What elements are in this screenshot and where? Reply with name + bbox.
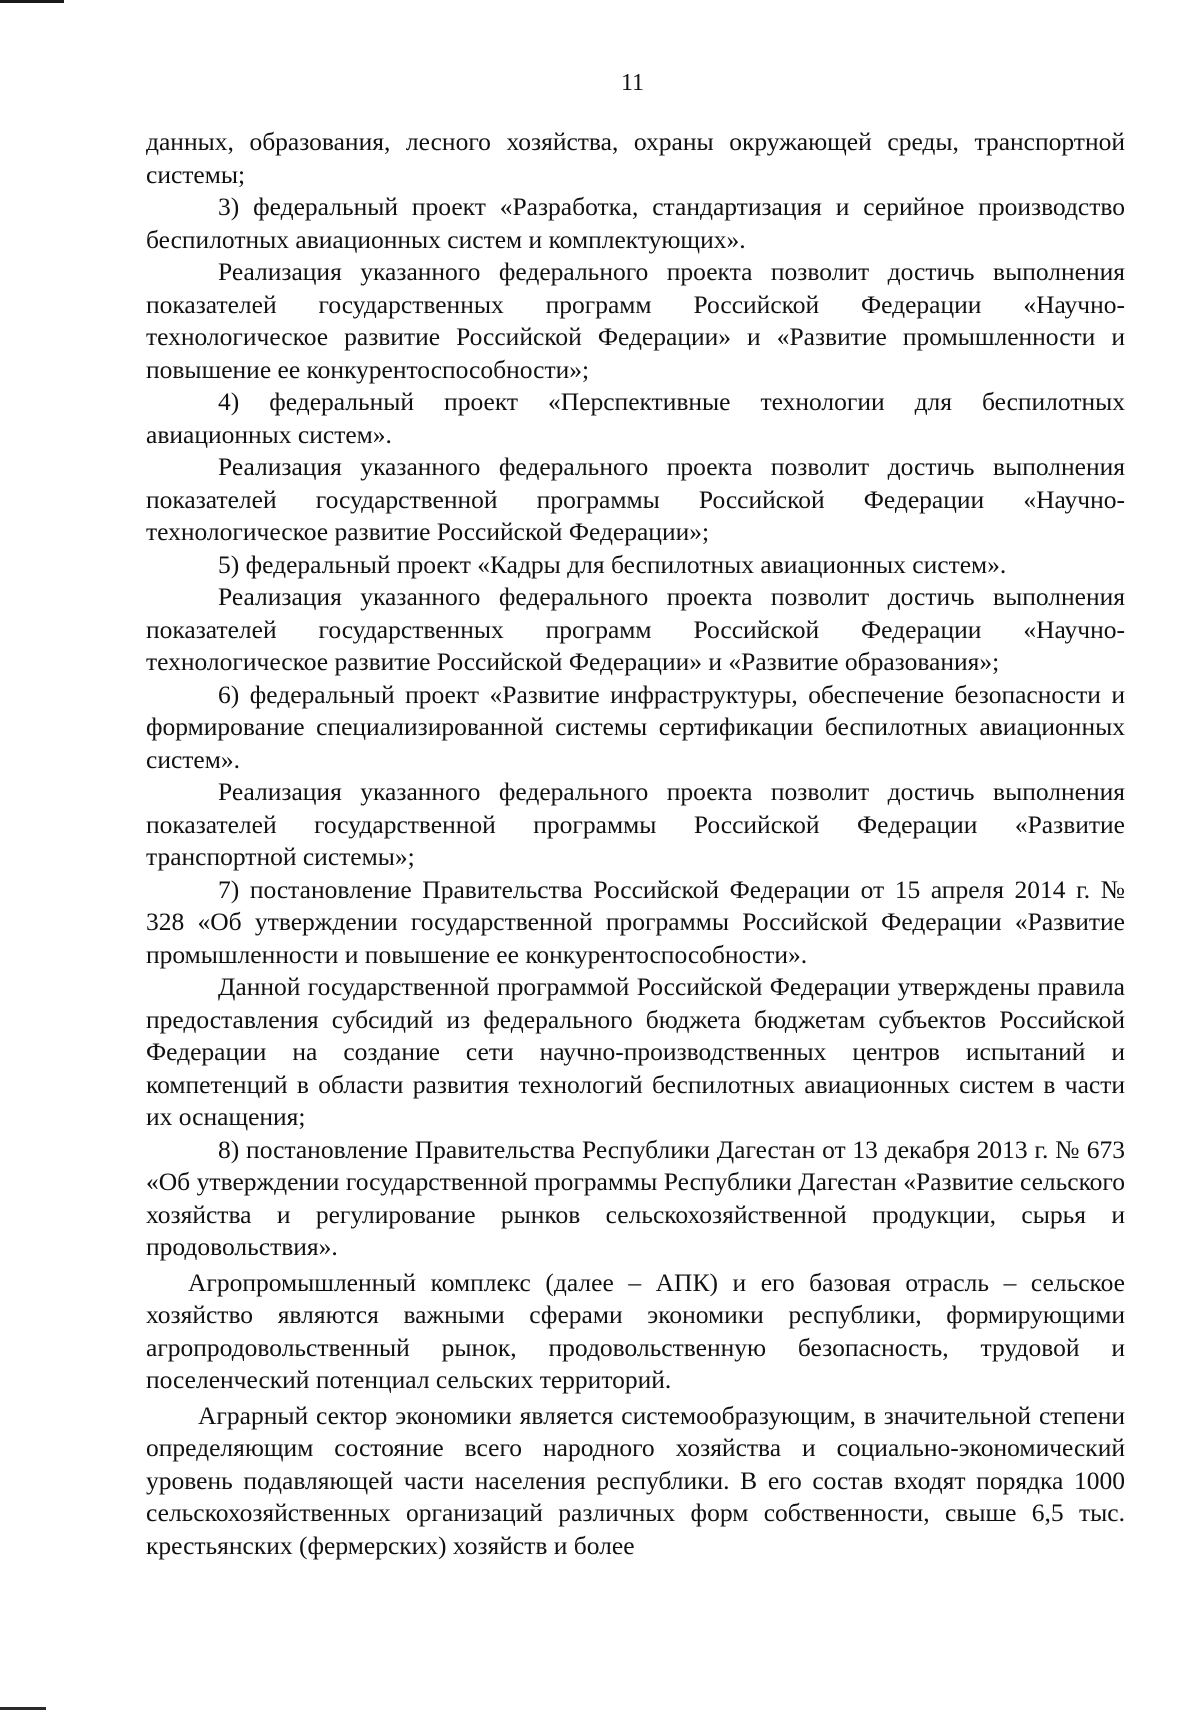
paragraph-item-3: 3) федеральный проект «Разработка, стандартизация и серийное производство беспилотных авиационных систем и комплектующих».: [146, 192, 1125, 254]
paragraph-apk: Агропромышленный комплекс (далее – АПК) и его базовая отрасль – сельское хозяйство являются важными сферами экономики республики, формирующими агропродовольственный рынок, продовольственную безопасность, трудовой и поселенческий потенциал сельских территорий.: [146, 1267, 1125, 1394]
paragraph-item-8: 8) постановление Правительства Республики Дагестан от 13 декабря 2013 г. № 673 «Об утверждении государственной программы Республики Дагестан «Развитие сельского хозяйства и регулирование рынков сельскохозяйственной продукции, сырья и продовольствия».: [146, 1134, 1125, 1261]
paragraph-item-3-implementation: Реализация указанного федерального проекта позволит достичь выполнения показателей государственных программ Российской Федерации «Научно-технологическое развитие Российской Федерации» и «Развитие промышленности и повышение ее конкурентоспособности»;: [146, 257, 1125, 384]
paragraph-item-4-implementation: Реализация указанного федерального проекта позволит достичь выполнения показателей государственной программы Российской Федерации «Научно-технологическое развитие Российской Федерации»;: [146, 452, 1125, 546]
paragraph-item-5-implementation: Реализация указанного федерального проекта позволит достичь выполнения показателей государственных программ Российской Федерации «Научно-технологическое развитие Российской Федерации» и «Развитие образования»;: [146, 582, 1125, 676]
paragraph-item-7: 7) постановление Правительства Российской Федерации от 15 апреля 2014 г. № 328 «Об утверждении государственной программы Российской Федерации «Развитие промышленности и повышение ее конкурентоспособности».: [146, 874, 1125, 969]
page-number: 11: [620, 70, 645, 96]
scan-edge-mark-top: [0, 0, 64, 3]
paragraph-continuation: данных, образования, лесного хозяйства, охраны окружающей среды, транспортной системы;: [146, 127, 1125, 189]
paragraph-item-6-implementation: Реализация указанного федерального проекта позволит достичь выполнения показателей государственной программы Российской Федерации «Развитие транспортной системы»;: [146, 777, 1125, 871]
document-body: [146, 126, 1125, 1562]
paragraph-item-5: 5) федеральный проект «Кадры для беспилотных авиационных систем».: [218, 549, 1007, 579]
paragraph-agrarian-sector: Аграрный сектор экономики является системообразующим, в значительной степени определяющим состояние всего народного хозяйства и социально-экономический уровень подавляющей части населения республики. В его состав входят порядка 1000 сельскохозяйственных организаций различных форм собственности, свыше 6,5 тыс. крестьянских (фермерских) хозяйств и более: [146, 1400, 1125, 1560]
paragraph-item-7-subsidies: Данной государственной программой Российской Федерации утверждены правила предоставления субсидий из федерального бюджета бюджетам субъектов Российской Федерации на создание сети научно-производственных центров испытаний и компетенций в области развития технологий беспилотных авиационных систем в части их оснащения;: [146, 972, 1125, 1131]
paragraph-item-6: 6) федеральный проект «Развитие инфраструктуры, обеспечение безопасности и формирование специализированной системы сертификации беспилотных авиационных систем».: [146, 679, 1125, 774]
paragraph-item-4: 4) федеральный проект «Перспективные технологии для беспилотных авиационных систем».: [146, 387, 1125, 449]
